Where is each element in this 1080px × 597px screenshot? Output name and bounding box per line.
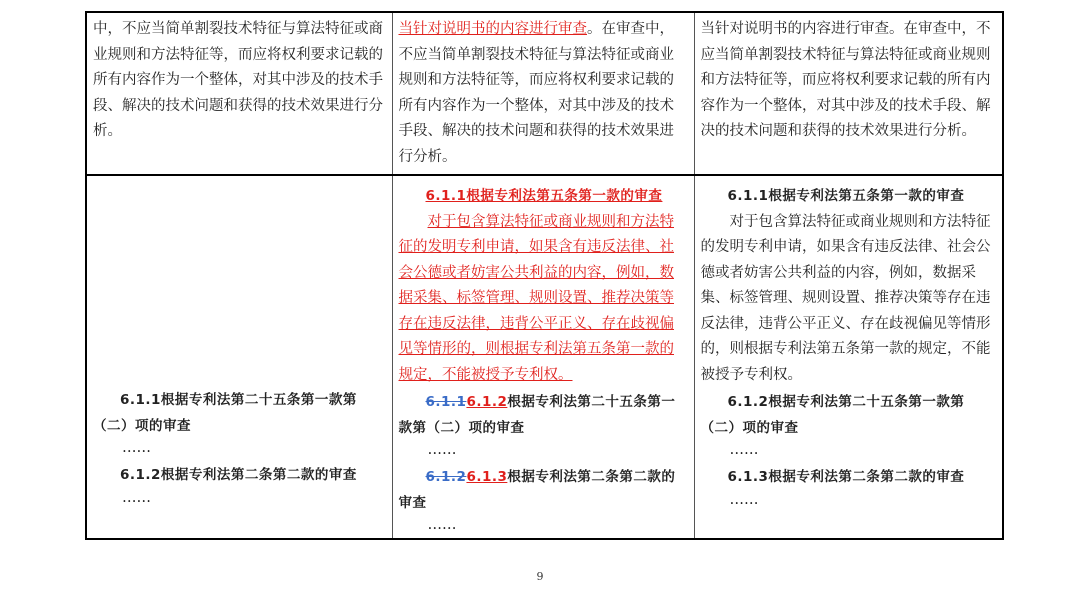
row1-revised-cell	[392, 12, 694, 175]
ellipsis: ……	[427, 442, 457, 458]
inserted-number: 6.1.3	[466, 469, 508, 485]
comparison-table	[85, 11, 1004, 540]
deleted-number: 6.1.2	[425, 469, 467, 485]
inserted-heading: 6.1.1根据专利法第五条第一款的审查	[425, 188, 663, 204]
ellipsis: ……	[729, 491, 759, 508]
row2-original-cell	[86, 175, 392, 539]
row2-clean-cell	[694, 175, 1003, 539]
section-heading: 6.1.1根据专利法第五条第一款的审查	[727, 188, 965, 204]
ellipsis: ……	[122, 440, 151, 456]
heading-text: 根据专利法第二条第二款的审查	[398, 469, 676, 511]
row1-clean-cell	[694, 12, 1003, 175]
row2-revised-cell	[392, 175, 694, 539]
row1-original-text: 中，不应当简单割裂技术特征与算法特征或商业规则和方法特征等，而应将权利要求记载的所有内容作为一个整体，对其中涉及的技术手段、解决的技术问题和获得的技术效果进行分析。	[93, 21, 383, 139]
section-heading: 6.1.1根据专利法第二十五条第一款第（二）项的审查	[93, 392, 357, 434]
section-heading: 6.1.3根据专利法第二条第二款的审查	[727, 469, 965, 485]
spacer	[93, 184, 386, 388]
row1-clean-text: 当针对说明书的内容进行审查。在审查中，不应当简单割裂技术特征与算法特征或商业规则和方法特征等，而应将权利要求记载的所有内容作为一个整体，对其中涉及的技术手段、解决的技术问题和获得的技术效果进行分析。	[700, 21, 991, 139]
row1-revised-text: 。在审查中，不应当简单割裂技术特征与算法特征或商业规则和方法特征等，而应将权利要求记载的所有内容作为一个整体，对其中涉及的技术手段、解决的技术问题和获得的技术效果进行分析。	[398, 21, 674, 165]
inserted-paragraph: 对于包含算法特征或商业规则和方法特征的发明专利申请，如果含有违反法律、社会公德或者妨害公共利益的内容，例如，数据采集、标签管理、规则设置、推荐决策等存在违反法律，违背公平正义、存在歧视偏见等情形的，则根据专利法第五条第一款的规定，不能被授予专利权。	[398, 213, 674, 383]
ellipsis: ……	[427, 517, 457, 533]
row1-inserted-text: 当针对说明书的内容进行审查	[398, 21, 587, 37]
table-row	[86, 12, 1003, 175]
ellipsis: ……	[122, 489, 151, 506]
section-heading: 6.1.2根据专利法第二条第二款的审查	[120, 467, 357, 483]
heading-text: 根据专利法第二十五条第一款第（二）项的审查	[398, 394, 676, 436]
inserted-number: 6.1.2	[466, 394, 508, 410]
section-heading	[399, 390, 688, 441]
section-heading	[399, 465, 688, 516]
table-row	[86, 175, 1003, 539]
deleted-number: 6.1.1	[425, 394, 467, 410]
paragraph: 对于包含算法特征或商业规则和方法特征的发明专利申请，如果含有违反法律、社会公德或者妨害公共利益的内容，例如，数据采集、标签管理、规则设置、推荐决策等存在违反法律，违背公平正义、存在歧视偏见等情形的，则根据专利法第五条第一款的规定，不能被授予专利权。	[700, 213, 991, 383]
ellipsis: ……	[729, 442, 759, 458]
row1-original-cell	[86, 12, 392, 175]
section-heading: 6.1.2根据专利法第二十五条第一款第（二）项的审查	[700, 394, 965, 436]
page-number: 9	[536, 570, 544, 583]
